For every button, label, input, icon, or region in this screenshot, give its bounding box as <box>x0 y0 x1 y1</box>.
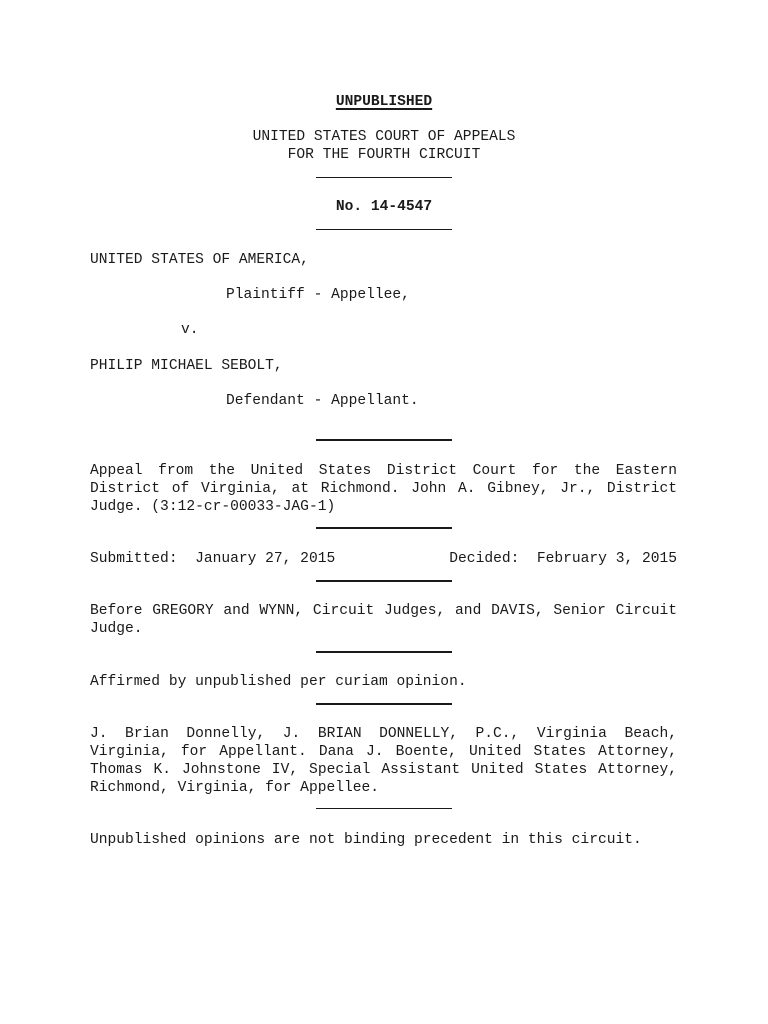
divider-rule <box>316 580 452 582</box>
divider-rule <box>316 439 452 441</box>
divider-rule <box>316 527 452 529</box>
disposition-line: Affirmed by unpublished per curiam opinion. <box>90 674 467 690</box>
divider-rule <box>316 651 452 653</box>
divider-rule <box>316 177 452 178</box>
case-number: No. 14-4547 <box>335 199 433 215</box>
divider-rule <box>316 703 452 705</box>
appeal-paragraph: Appeal from the United States District Court for the Eastern District of Virginia, at Richmond. John A. Gibney, Jr., District Judge. (3:12-cr-00033-JAG-1) <box>90 463 677 515</box>
court-name-line2: FOR THE FOURTH CIRCUIT <box>287 147 481 163</box>
plaintiff-name: UNITED STATES OF AMERICA, <box>90 252 309 268</box>
court-name-line1: UNITED STATES COURT OF APPEALS <box>252 129 516 145</box>
unpublished-heading: UNPUBLISHED <box>335 94 433 110</box>
decided-date: Decided: February 3, 2015 <box>449 551 677 567</box>
precedent-notice: Unpublished opinions are not binding precedent in this circuit. <box>90 832 642 848</box>
defendant-name: PHILIP MICHAEL SEBOLT, <box>90 358 283 374</box>
defendant-role: Defendant - Appellant. <box>226 393 419 409</box>
dates-row <box>90 550 677 568</box>
divider-rule <box>316 229 452 230</box>
counsel-paragraph: J. Brian Donnelly, J. BRIAN DONNELLY, P.C., Virginia Beach, Virginia, for Appellant. Dana J. Boente, United States Attorney, Thomas K. Johnstone IV, Special Assistant United States Attorney, Richmond, Virginia, for Appellee. <box>90 726 677 796</box>
submitted-date: Submitted: January 27, 2015 <box>90 551 336 567</box>
versus-label: v. <box>181 322 199 338</box>
panel-paragraph: Before GREGORY and WYNN, Circuit Judges, and DAVIS, Senior Circuit Judge. <box>90 603 677 637</box>
plaintiff-role: Plaintiff - Appellee, <box>226 287 410 303</box>
divider-rule <box>316 808 452 809</box>
